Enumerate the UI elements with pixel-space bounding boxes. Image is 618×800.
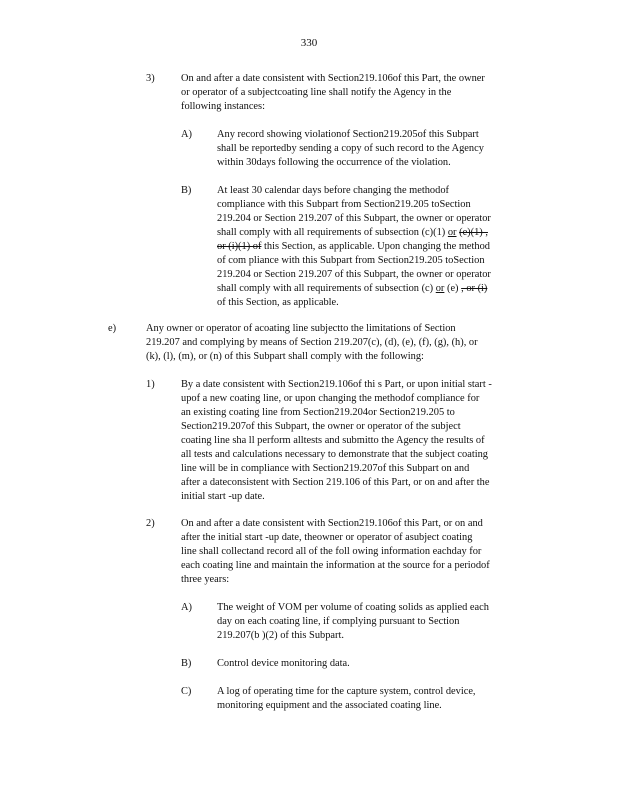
text-line: 219.204 or Section 219.207 of this Subpart, the owner or operator (217, 213, 491, 224)
paragraph-text (181, 72, 531, 114)
text-line: 219.204 or Section 219.207 of this Subpart, the owner or operator (217, 269, 491, 280)
paragraph-text (217, 601, 537, 643)
text-segment: shall comply with all requirements of subsection (c)(1) (217, 227, 448, 238)
text-line: line shall collectand record all of the foll owing information eachday for (181, 546, 482, 557)
text-line: of this Section, as applicable. (217, 297, 339, 308)
text-line: line will be in compliance with Section219.207of this Subpart on and (181, 463, 470, 474)
text-segment: shall comply with all requirements of subsection (c) (217, 283, 436, 294)
text-line: after a dateconsistent with Section 219.106 of this Part, or on and after the (181, 477, 490, 488)
text-line: 219.207(b )(2) of this Subpart. (217, 630, 344, 641)
text-line: Control device monitoring data. (217, 658, 350, 669)
text-line: At least 30 calendar days before changing the methodof (217, 185, 449, 196)
text-line: three years: (181, 574, 230, 585)
text-line: upof a new coating line, or upon changing the methodof compliance for (181, 393, 480, 404)
paragraph-text (217, 184, 537, 310)
text-line: coating line sha ll perform alltests and submitto the Agency the results of (181, 435, 485, 446)
paragraph-label: A) (181, 129, 192, 140)
text-line: initial start -up date. (181, 491, 265, 502)
deleted-text: (e)(1) , (459, 227, 488, 238)
paragraph-label: 3) (146, 73, 155, 84)
text-line: monitoring equipment and the associated coating line. (217, 700, 442, 711)
paragraph-label: e) (108, 323, 117, 334)
text-line: Any record showing violationof Section219.205of this Subpart (217, 129, 479, 140)
text-line: (k), (l), (m), or (n) of this Subpart shall comply with the following: (146, 351, 424, 362)
inserted-text: or (447, 227, 457, 238)
paragraph-text (146, 322, 531, 364)
text-line: day on each coating line, if complying pursuant to Section (217, 616, 460, 627)
text-line: all tests and calculations necessary to demonstrate that the subject coating (181, 449, 489, 460)
paragraph-label: A) (181, 602, 192, 613)
text-line: Any owner or operator of acoating line subjectto the limitations of Section (146, 323, 456, 334)
paragraph-text (181, 378, 539, 504)
text-line: On and after a date consistent with Section219.106of this Part, or on and (181, 518, 483, 529)
text-line: or operator of a subjectcoating line shall notify the Agency in the (181, 87, 452, 98)
text-line: 219.207 and complying by means of Section 219.207(c), (d), (e), (f), (g), (h), or (146, 337, 478, 348)
inserted-text: or (435, 283, 445, 294)
paragraph-label: C) (181, 686, 192, 697)
paragraph-text (217, 657, 537, 671)
text-line: of com pliance with this Subpart from Section219.205 toSection (217, 255, 485, 266)
text-line: after the initial start -up date, theowner or operator of asubject coating (181, 532, 473, 543)
text-line: an existing coating line from Section219.204or Section219.205 to (181, 407, 455, 418)
text-line (217, 240, 537, 254)
text-segment: (e) (444, 283, 462, 294)
paragraph-label: 2) (146, 518, 155, 529)
paragraph-label: B) (181, 185, 192, 196)
page-number: 330 (300, 37, 318, 49)
text-line: The weight of VOM per volume of coating solids as applied each (217, 602, 489, 613)
text-line: compliance with this Subpart from Section219.205 toSection (217, 199, 471, 210)
text-line: A log of operating time for the capture system, control device, (217, 686, 476, 697)
text-line: shall be reportedby sending a copy of such record to the Agency (217, 143, 484, 154)
text-line: On and after a date consistent with Section219.106of this Part, the owner (181, 73, 485, 84)
text-line (217, 226, 537, 240)
paragraph-text (217, 128, 532, 170)
text-line: each coating line and maintain the information at the source for a periodof (181, 560, 490, 571)
deleted-text: , or (i) (461, 283, 488, 294)
paragraph-text (217, 685, 537, 713)
paragraph-label: B) (181, 658, 192, 669)
paragraph-text (181, 517, 536, 587)
text-segment: this Section, as applicable. Upon changing the method (261, 241, 490, 252)
text-line (217, 282, 537, 296)
text-line: within 30days following the occurrence of the violation. (217, 157, 451, 168)
text-line: Section219.207of this Subpart, the owner or operator of the subject (181, 421, 461, 432)
text-line: following instances: (181, 101, 265, 112)
paragraph-label: 1) (146, 379, 155, 390)
text-line: By a date consistent with Section219.106of thi s Part, or upon initial start - (181, 379, 492, 390)
deleted-text: or (i)(1) of (217, 241, 262, 252)
